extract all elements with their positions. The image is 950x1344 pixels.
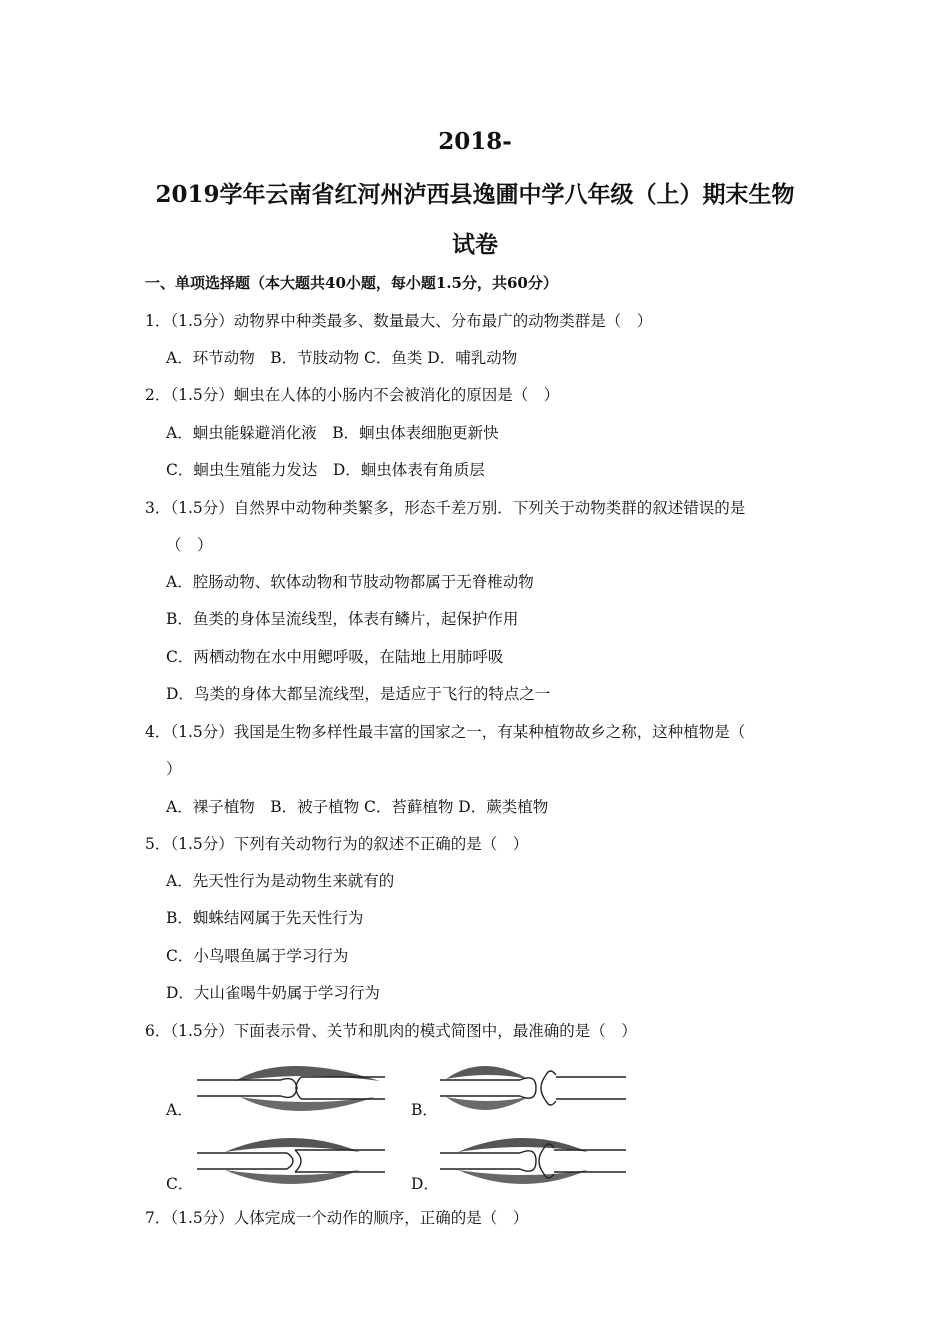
section-heading: 一、单项选择题（本大题共40小题，每小题1.5分，共60分） [145, 274, 558, 292]
question-3-stem: 3．（1.5分）自然界中动物种类繁多，形态千差万别．下列关于动物类群的叙述错误的是 [145, 499, 746, 517]
question-5-stem: 5．（1.5分）下列有关动物行为的叙述不正确的是（ ） [145, 835, 529, 853]
question-6-label-c: C． [166, 1175, 194, 1193]
question-6-label-d: D． [411, 1175, 439, 1193]
question-7-stem: 7．（1.5分）人体完成一个动作的顺序，正确的是（ ） [145, 1209, 529, 1227]
title-line-1: 2018- [438, 128, 512, 155]
muscle-joint-diagram-d [438, 1130, 628, 1192]
question-6-stem: 6．（1.5分）下面表示骨、关节和肌肉的模式简图中，最准确的是（ ） [145, 1022, 637, 1040]
question-3-option-c: C．两栖动物在水中用鳃呼吸，在陆地上用肺呼吸 [166, 648, 504, 666]
question-4-stem-cont: ） [166, 760, 182, 778]
question-1-options: A．环节动物 B．节肢动物 C．鱼类 D．哺乳动物 [166, 349, 518, 367]
question-5-option-d: D．大山雀喝牛奶属于学习行为 [166, 984, 380, 1002]
muscle-joint-diagram-a [195, 1057, 390, 1119]
question-2-stem: 2．（1.5分）蛔虫在人体的小肠内不会被消化的原因是（ ） [145, 386, 560, 404]
question-5-option-c: C．小鸟喂鱼属于学习行为 [166, 947, 349, 965]
question-1-stem: 1．（1.5分）动物界中种类最多、数量最大、分布最广的动物类群是（ ） [145, 312, 653, 330]
question-6-label-a: A． [166, 1101, 193, 1119]
question-6-label-b: B． [411, 1101, 438, 1119]
question-4-stem: 4．（1.5分）我国是生物多样性最丰富的国家之一，有某种植物故乡之称，这种植物是（ [145, 723, 746, 741]
title-line-3: 试卷 [452, 231, 498, 258]
question-3-option-b: B．鱼类的身体呈流线型，体表有鳞片，起保护作用 [166, 610, 519, 628]
question-3-stem-cont: （ ） [166, 536, 213, 554]
question-4-options: A．裸子植物 B．被子植物 C．苔藓植物 D．蕨类植物 [166, 798, 549, 816]
question-2-options-cd: C．蛔虫生殖能力发达 D．蛔虫体表有角质层 [166, 461, 485, 479]
question-3-option-a: A．腔肠动物、软体动物和节肢动物都属于无脊椎动物 [166, 573, 534, 591]
question-5-option-b: B．蜘蛛结网属于先天性行为 [166, 909, 364, 927]
question-5-option-a: A．先天性行为是动物生来就有的 [166, 872, 395, 890]
muscle-joint-diagram-c [195, 1130, 390, 1192]
muscle-joint-diagram-b [438, 1057, 628, 1119]
question-2-options-ab: A．蛔虫能躲避消化液 B．蛔虫体表细胞更新快 [166, 424, 499, 442]
question-3-option-d: D．鸟类的身体大都呈流线型，是适应于飞行的特点之一 [166, 685, 551, 703]
title-line-2: 2019学年云南省红河州泸西县逸圃中学八年级（上）期末生物 [155, 181, 795, 208]
